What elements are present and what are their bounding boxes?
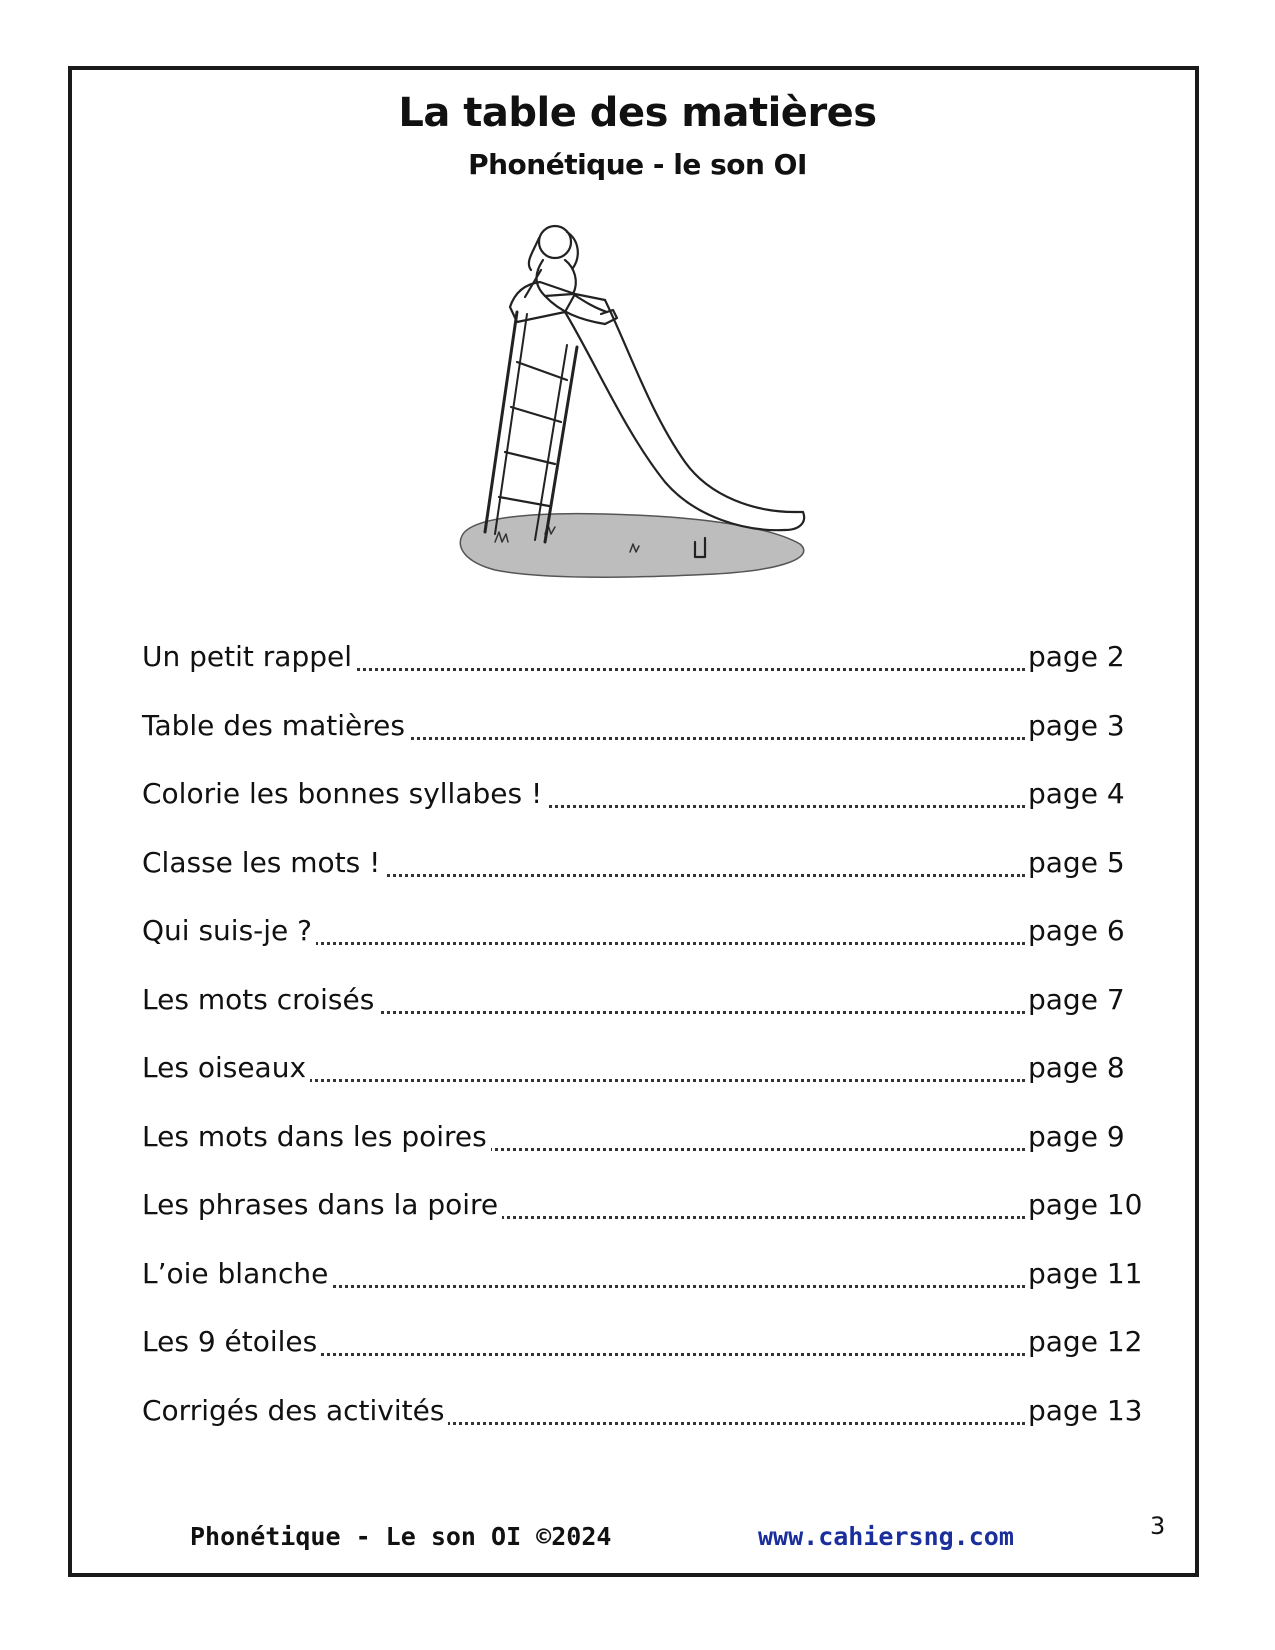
toc-entry-page: page 3 <box>1028 708 1125 742</box>
toc-entry-label: Table des matières <box>142 709 409 742</box>
toc-entry-label: Qui suis-je ? <box>142 914 316 947</box>
toc-entry <box>142 1394 1142 1463</box>
toc-entry-page: page 8 <box>1028 1051 1125 1084</box>
toc-entry-label: Les mots dans les poires <box>142 1120 491 1153</box>
girl-on-slide-icon <box>455 212 855 612</box>
page-subtitle: Phonétique - le son OI <box>468 148 807 181</box>
toc-entry-page: page 2 <box>1028 640 1125 673</box>
footer-copyright: Phonétique - Le son OI ©2024 <box>190 1522 612 1551</box>
toc-entry-page: page 5 <box>1028 845 1125 879</box>
toc-entry <box>142 1257 1142 1326</box>
toc-entry-label: Les phrases dans la poire <box>142 1188 502 1221</box>
page-title: La table des matières <box>398 90 877 136</box>
toc-entry <box>142 709 1142 778</box>
toc-entry-label: Colorie les bonnes syllabes ! <box>142 777 546 810</box>
toc-entry <box>142 640 1142 709</box>
toc-entry-label: Les mots croisés <box>142 983 378 1016</box>
toc-entry <box>142 777 1142 846</box>
toc-entry-label: Un petit rappel <box>142 640 356 673</box>
toc-entry <box>142 1120 1142 1189</box>
toc-entry-page: page 7 <box>1028 982 1125 1016</box>
toc-entry <box>142 983 1142 1052</box>
toc-entry-page: page 13 <box>1028 1393 1143 1427</box>
toc-entry-label: Les oiseaux <box>142 1051 310 1084</box>
footer-website-link[interactable]: www.cahiersng.com <box>758 1522 1014 1551</box>
page-number: 3 <box>1150 1512 1166 1540</box>
toc-entry <box>142 1325 1142 1394</box>
toc-entry-page: page 4 <box>1028 777 1125 810</box>
toc-entry-page: page 12 <box>1028 1325 1143 1358</box>
toc-entry <box>142 1051 1142 1120</box>
toc-entry-label: Classe les mots ! <box>142 846 384 879</box>
toc-entry-page: page 6 <box>1028 914 1125 947</box>
table-of-contents <box>142 640 1142 1462</box>
toc-entry <box>142 846 1142 915</box>
toc-entry-page: page 11 <box>1028 1256 1143 1290</box>
toc-entry-label: Les 9 étoiles <box>142 1325 321 1358</box>
toc-entry <box>142 1188 1142 1257</box>
toc-entry-page: page 9 <box>1028 1119 1125 1153</box>
toc-entry-label: L’oie blanche <box>142 1257 332 1290</box>
toc-entry-label: Corrigés des activités <box>142 1394 448 1427</box>
toc-entry-page: page 10 <box>1028 1188 1143 1221</box>
toc-entry <box>142 914 1142 983</box>
